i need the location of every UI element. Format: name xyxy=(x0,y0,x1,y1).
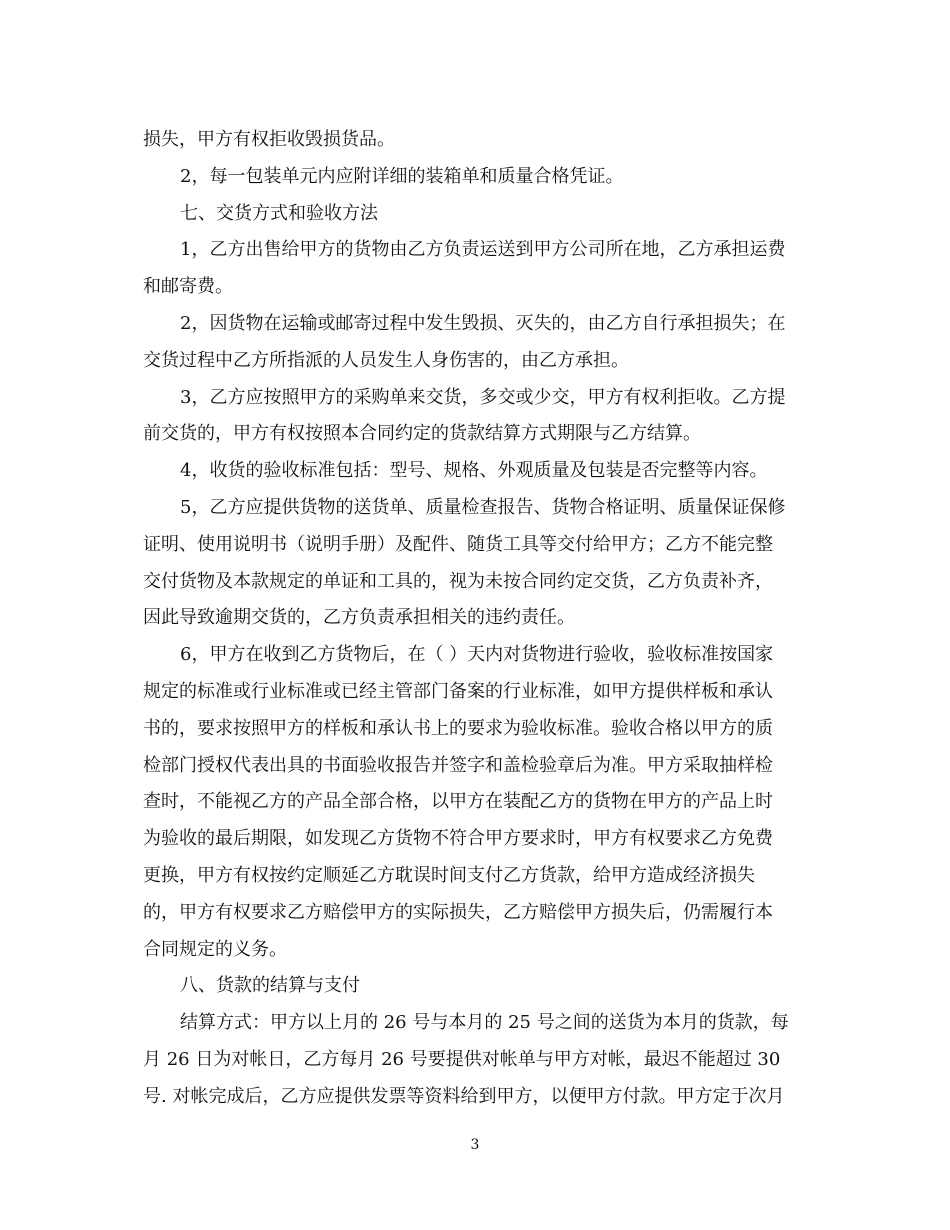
text-line: 七、交货方式和验收方法 xyxy=(180,202,378,224)
text-line: 更换，甲方有权按约定顺延乙方耽误时间支付乙方货款，给甲方造成经济损失 xyxy=(143,865,755,886)
text-line: 交货过程中乙方所指派的人员发生人身伤害的，由乙方承担。 xyxy=(143,349,629,371)
text-line: 为验收的最后期限，如发现乙方货物不符合甲方要求时，甲方有权要求乙方免费 xyxy=(143,828,773,850)
text-line: 的，甲方有权要求乙方赔偿甲方的实际损失，乙方赔偿甲方损失后，仍需履行本 xyxy=(143,901,773,923)
text-line: 2，每一包装单元内应附详细的装箱单和质量合格凭证。 xyxy=(180,165,624,187)
text-line: 前交货的，甲方有权按照本合同约定的货款结算方式期限与乙方结算。 xyxy=(143,423,701,445)
text-line: 规定的标准或行业标准或已经主管部门备案的行业标准，如甲方提供样板和承认 xyxy=(143,681,773,702)
text-line: 八、货款的结算与支付 xyxy=(180,975,360,997)
text-line: 检部门授权代表出具的书面验收报告并签字和盖检验章后为准。甲方采取抽样检 xyxy=(143,754,773,776)
text-line: 查时，不能视乙方的产品全部合格，以甲方在装配乙方的货物在甲方的产品上时 xyxy=(143,791,773,813)
text-line: 号. 对帐完成后，乙方应提供发票等资料给到甲方，以便甲方付款。甲方定于次月 xyxy=(143,1085,785,1107)
text-line: 6，甲方在收到乙方货物后，在（ ）天内对货物进行验收，验收标准按国家 xyxy=(180,644,774,666)
text-line: 2，因货物在运输或邮寄过程中发生毁损、灭失的，由乙方自行承担损失；在 xyxy=(180,313,786,334)
text-line: 5，乙方应提供货物的送货单、质量检查报告、货物合格证明、质量保证保修 xyxy=(180,497,786,518)
text-line: 书的，要求按照甲方的样板和承认书上的要求为验收标准。验收合格以甲方的质 xyxy=(143,717,773,739)
text-line: 1，乙方出售给甲方的货物由乙方负责运送到甲方公司所在地，乙方承担运费 xyxy=(180,239,786,261)
text-line: 3，乙方应按照甲方的采购单来交货，多交或少交，甲方有权利拒收。乙方提 xyxy=(180,386,786,408)
text-line: 损失，甲方有权拒收毁损货品。 xyxy=(143,129,395,150)
text-line: 和邮寄费。 xyxy=(143,276,233,298)
text-line: 合同规定的义务。 xyxy=(143,938,287,960)
text-line: 因此导致逾期交货的，乙方负责承担相关的违约责任。 xyxy=(143,607,575,629)
text-line: 结算方式：甲方以上月的 26 号与本月的 25 号之间的送货为本月的货款，每 xyxy=(180,1012,789,1034)
page-number: 3 xyxy=(470,1137,480,1153)
text-line: 证明、使用说明书（说明手册）及配件、随货工具等交付给甲方；乙方不能完整 xyxy=(143,533,773,555)
text-line: 交付货物及本款规定的单证和工具的，视为未按合同约定交货，乙方负责补齐， xyxy=(143,570,773,592)
text-line: 月 26 日为对帐日，乙方每月 26 号要提供对帐单与甲方对帐，最迟不能超过 30 xyxy=(143,1049,781,1070)
text-line: 4，收货的验收标准包括：型号、规格、外观质量及包装是否完整等内容。 xyxy=(180,460,768,482)
